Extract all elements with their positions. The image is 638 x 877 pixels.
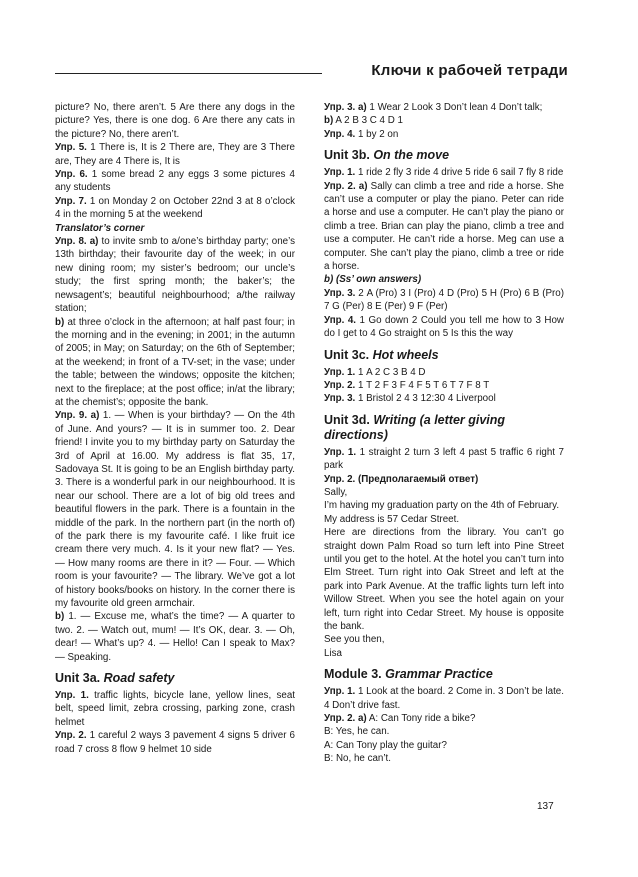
answer-text: 1 ride 2 fly 3 ride 4 drive 5 ride 6 sail 7 fly 8 ride [355, 167, 564, 179]
exercise-label: Упр. 8. a) [55, 236, 99, 248]
exercise-label: Упр. 9. a) [55, 410, 100, 422]
answer-paragraph [324, 379, 564, 392]
answer-text: 1 on Monday 2 on October 22nd 3 at 8 o’clock 4 in the morning 5 at the weekend [55, 195, 295, 221]
answer-text: See you then, [324, 634, 385, 646]
exercise-label: Упр. 1. [324, 366, 356, 378]
answer-paragraph [324, 314, 564, 341]
answer-paragraph [324, 180, 564, 274]
answer-paragraph [324, 366, 564, 379]
answer-paragraph [324, 526, 564, 633]
answer-text: A: Can Tony play the guitar? [324, 739, 447, 751]
exercise-label: Упр. 1. [324, 446, 357, 458]
exercise-label: Упр. 1. [324, 686, 356, 698]
answer-paragraph [324, 446, 564, 473]
exercise-label: Упр. 4. [324, 314, 357, 326]
exercise-label: Упр. 3. [324, 393, 356, 405]
answer-paragraph [55, 195, 295, 222]
answer-paragraph [324, 752, 564, 765]
answer-paragraph [324, 712, 564, 725]
exercise-label: Упр. 5. [55, 142, 87, 154]
page-header-title: Ключи к рабочей тетради [371, 62, 568, 79]
exercise-label: Упр. 2. a) [324, 713, 367, 725]
unit-title: Grammar Practice [385, 667, 493, 682]
exercise-label: b) [324, 115, 334, 127]
answer-text: 1 careful 2 ways 3 pavement 4 signs 5 driver 6 road 7 cross 8 flow 9 helmet 10 side [55, 730, 295, 755]
answer-paragraph [55, 610, 295, 664]
unit-title: Writing (a letter giving directions) [324, 412, 506, 442]
page-number: 137 [537, 801, 554, 812]
unit-title: Road safety [103, 671, 175, 686]
section-label: b) (Ss’ own answers) [324, 274, 422, 286]
exercise-label: Упр. 2. [55, 730, 87, 742]
answer-text: 1 by 2 on [355, 128, 399, 140]
answer-text: 1 Look at the board. 2 Come in. 3 Don’t be late. 4 Don’t drive fast. [324, 686, 564, 711]
unit-heading [55, 671, 295, 686]
answer-text: 1 some bread 2 any eggs 3 some pictures 4 any students [55, 169, 295, 194]
answer-text: 1 Go down 2 Could you tell me how to 3 How do I get to 4 Go straight on 5 Is this the way [324, 314, 564, 340]
answer-paragraph [55, 729, 295, 756]
answer-paragraph [324, 166, 564, 179]
unit-title: On the move [373, 148, 450, 163]
unit-heading [324, 667, 564, 682]
exercise-label: Упр. 1. [324, 167, 356, 179]
answer-paragraph [55, 235, 295, 315]
answer-paragraph [324, 273, 564, 286]
answer-text: 1 There is, It is 2 There are, They are 3 There are, They are 4 There is, It is [55, 142, 295, 167]
exercise-label: Упр. 2. a) [324, 180, 368, 192]
exercise-label: Упр. 2. [324, 379, 356, 391]
answer-paragraph [324, 287, 564, 314]
answer-text: Sally, [324, 486, 348, 498]
answer-text: 1 Wear 2 Look 3 Don’t lean 4 Don’t talk; [366, 102, 543, 113]
unit-heading [324, 413, 564, 443]
answer-paragraph [324, 101, 564, 114]
unit-number: Unit 3b. [324, 148, 374, 163]
answer-text: Sally can climb a tree and ride a horse. She can’t use a computer or play the piano. Peter can ride a horse and use a computer. He can’t play the piano or climb a tree. Brian can play the piano, climb a tree and use a computer. He can’t ride a horse. Meg can use a computer. She can’t play the piano, climb a tree or ride a horse. [324, 180, 565, 273]
unit-number: Unit 3d. [324, 412, 374, 427]
answer-paragraph [324, 739, 564, 752]
answer-text: to invite smb to a/one’s birthday party; one’s 13th birthday; their favourite day of the week; in our new dining room; my sister’s bedroom; our uncle’s study; the first spring month; the baker’s; the newsagent’s; beautiful neighbourhood; a/the railway station; [55, 236, 295, 315]
answer-paragraph [324, 128, 564, 141]
exercise-label: b) [55, 316, 65, 328]
unit-number: Module 3. [324, 667, 386, 682]
unit-heading [324, 348, 564, 363]
header-rule [55, 73, 322, 74]
answer-text: A: Can Tony ride a bike? [366, 713, 476, 725]
unit-number: Unit 3c. [324, 347, 373, 362]
exercise-label: Упр. 3. a) [324, 102, 367, 113]
answer-text: traffic lights, bicycle lane, yellow lines, seat belt, speed limit, zebra crossing, parking zone, crash helmet [55, 690, 295, 728]
answer-paragraph [324, 473, 564, 486]
answer-paragraph [55, 409, 295, 610]
answer-paragraph [55, 141, 295, 168]
answer-paragraph [324, 647, 564, 660]
answer-text: 1 Bristol 2 4 3 12:30 4 Liverpool [355, 393, 496, 405]
unit-title: Hot wheels [372, 347, 439, 362]
exercise-label: Упр. 1. [55, 690, 89, 702]
answer-text: 2 A (Pro) 3 I (Pro) 4 D (Pro) 5 H (Pro) 6 B (Pro) 7 G (Per) 8 E (Per) 9 F (Per) [324, 287, 564, 313]
answer-paragraph [324, 685, 564, 712]
answer-paragraph [55, 222, 295, 235]
answer-text: B: No, he can’t. [324, 753, 391, 765]
answer-text: at three o’clock in the afternoon; at half past four; in the morning and in the evening; in 2001; in the autumn of 2005; in May; on Saturday; on the 6th of September; at the weekend; in front of a TV-set; in the vase; under the table; between the windows; opposite the kitchen; next to the fireplace; at the post office; in/at the library; at the chemist’s; opposite the bank. [55, 316, 295, 408]
exercise-label: Упр. 2. (Предполагаемый ответ) [324, 473, 479, 485]
unit-number: Unit 3a. [55, 671, 104, 686]
answer-text: 1 A 2 C 3 B 4 D [355, 366, 426, 378]
left-column [55, 101, 295, 756]
answer-paragraph [324, 513, 564, 526]
right-column [324, 101, 564, 766]
answer-paragraph [324, 486, 564, 499]
answer-paragraph [55, 316, 295, 410]
answer-text: A 2 B 3 C 4 D 1 [333, 115, 403, 127]
answer-text: 1. — Excuse me, what’s the time? — A quarter to two. 2. — Watch out, mum! — It’s OK, dear. 3. — Oh, dear! — What’s up? 4. — Hello! Can I speak to Max? — Speaking. [55, 611, 295, 663]
answer-text: 1 T 2 F 3 F 4 F 5 T 6 T 7 F 8 T [355, 379, 490, 391]
answer-paragraph [55, 168, 295, 195]
answer-text: I’m having my graduation party on the 4th of February. [324, 500, 560, 512]
exercise-label: b) [55, 611, 65, 623]
exercise-label: Упр. 3. [324, 287, 356, 299]
answer-text: Here are directions from the library. You can’t go straight down Palm Road so turn left into Pine Street until you get to the hotel. At the hotel you can’t turn into Elm Street. Turn right into Oak Street and left at the park into Park Avenue. At the traffic lights turn left into Willow Street. When you see the hotel again on your left, turn right into Cedar Street. My house is opposite the bank. [324, 527, 564, 632]
exercise-label: Упр. 6. [55, 169, 88, 181]
answer-text: 1. — When is your birthday? — On the 4th of June. And yours? — It is in summer too. 2. Dear friend! I invite you to my birthday party on Saturday the 3rd of April at 16.00. My address is flat 35, 17, Sadovaya St. It is going to be an English birthday party. 3. There is a wonderful park in our neighbourhood. It is near our school. There are a lot of big old trees and beautiful flowers in the park. There is a fountain in the middle of the park. In the northern part (in the north of) of the park there is my favourite café. I like fruit ice cream there very much. 4. Is it your new flat? — Yes. — How many rooms are there in it? — Four. — Which room is your favourite? — The library. We’ve got a lot of history books/books on history. In the corner there is my favourite old green armchair. [55, 410, 295, 610]
answer-paragraph [55, 101, 295, 141]
answer-text: 1 straight 2 turn 3 left 4 past 5 traffic 6 right 7 park [324, 446, 564, 472]
answer-text: Lisa [324, 647, 342, 659]
answer-text: My address is 57 Cedar Street. [324, 513, 460, 525]
answer-paragraph [324, 114, 564, 127]
exercise-label: Упр. 4. [324, 128, 356, 140]
answer-paragraph [324, 392, 564, 405]
unit-heading [324, 148, 564, 163]
section-label: Translator’s corner [55, 222, 145, 234]
answer-paragraph [324, 499, 564, 512]
answer-paragraph [324, 725, 564, 738]
answer-text: picture? No, there aren’t. 5 Are there any dogs in the picture? Yes, there is one dog. 6 Are there any cats in the picture? No, there aren’t. [55, 102, 295, 140]
exercise-label: Упр. 7. [55, 195, 87, 207]
answer-paragraph [55, 689, 295, 729]
answer-text: B: Yes, he can. [324, 726, 390, 738]
answer-paragraph [324, 633, 564, 646]
